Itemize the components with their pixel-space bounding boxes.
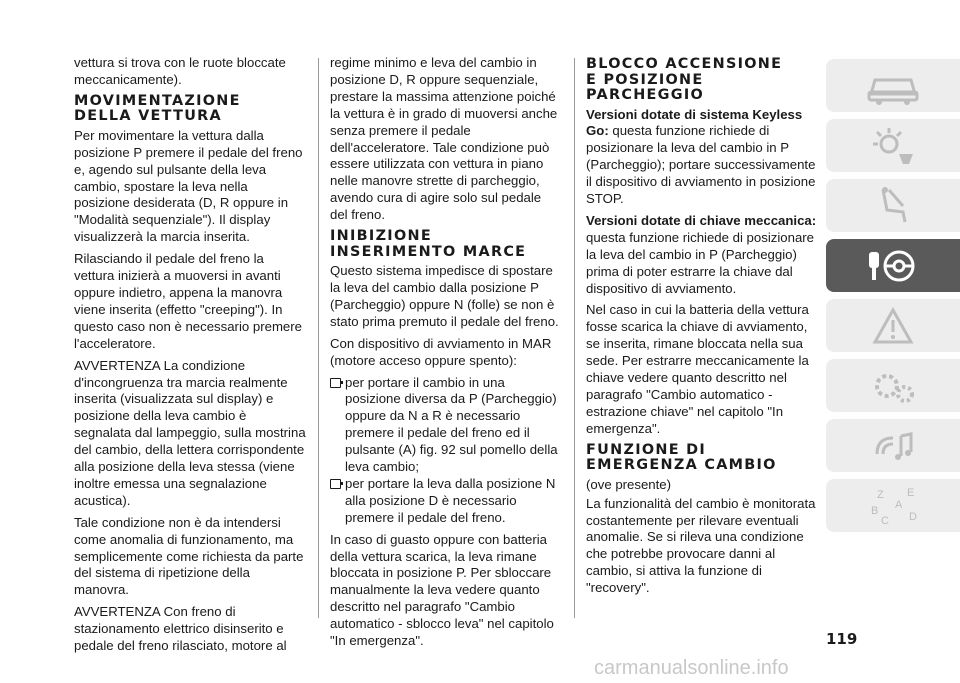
heading-blocco: BLOCCO ACCENSIONE E POSIZIONE PARCHEGGIO — [586, 56, 783, 103]
tab-index[interactable] — [826, 479, 960, 532]
warning-paragraph: AVVERTENZA Con freno di stazionamento elettrico disinserito e pedale del freno rilasciato, motore al — [74, 604, 287, 654]
index-letter: Z — [877, 488, 884, 501]
paragraph: Nel caso in cui la batteria della vettura fosse scarica la chiave di avviamento, se inserita, rimane bloccata nella sua sede. Per estrarre meccanicamente la chiave vedere quanto descritto nel paragrafo "Cambio automatico - estrazione chiave" nel capitolo "In emergenza". — [586, 302, 809, 436]
column-left — [74, 55, 306, 660]
paragraph: (ove presente) — [586, 476, 672, 492]
paragraph: Versioni dotate di sistema Keyless Go: questa funzione richiede di posizionare la leva del cambio in P (Parcheggio); portare successivamente il dispositivo di avviamento in posizione STOP. — [586, 106, 816, 207]
paragraph: Tale condizione non è da intendersi come anomalia di funzionamento, ma semplicemente come richiesta da parte del sistema di ripetizione della manovra. — [74, 514, 304, 598]
multimedia-icon — [863, 424, 923, 468]
maintenance-gears-icon — [863, 364, 923, 408]
tab-maintenance[interactable] — [826, 359, 960, 412]
tab-starting-driving[interactable] — [826, 239, 960, 292]
heading-inibizione: INIBIZIONE INSERIMENTO MARCE — [330, 228, 527, 260]
index-letter: C — [881, 514, 889, 527]
page-number: 119 — [826, 630, 858, 648]
warning-triangle-icon — [863, 304, 923, 348]
key-steering-wheel-icon — [863, 244, 923, 288]
column-middle — [330, 55, 562, 655]
tab-safety[interactable] — [826, 179, 960, 232]
column-right — [586, 55, 818, 602]
paragraph: Versioni dotate di chiave meccanica: questa funzione richiede di posizionare la leva del cambio in P (Parcheggio) prima di poter estrarre la chiave dal dispositivo di avviamento. — [586, 212, 817, 296]
index-abc-icon — [863, 484, 923, 528]
car-icon — [863, 64, 923, 108]
tab-dashboard[interactable] — [826, 119, 960, 172]
intro-paragraph: vettura si trova con le ruote bloccate meccanicamente). — [74, 55, 286, 87]
paragraph: regime minimo e leva del cambio in posizione D, R oppure sequenziale, prestare la massima attenzione poiché la vettura è in grado di muoversi anche senza premere il pedale dell'acceleratore. Tale condizione può essere utilizzata con vettura in piano nelle manovre strette di parcheggio, avendo cura di agire solo sul pedale del freno. — [330, 55, 558, 223]
index-letter: B — [871, 504, 879, 517]
watermark: carmanualsonline.info — [594, 657, 789, 679]
heading-movimentazione: MOVIMENTAZIONE DELLA VETTURA — [74, 92, 241, 125]
chapter-tabs — [826, 59, 960, 539]
warning-paragraph: AVVERTENZA La condizione d'incongruenza tra marcia realmente inserita (visualizzata sul display) e posizione della leva cambio è segnalata dal lampeggio, sulla mostrina del cambio, della lettera corrispondente alla posizione della leva stessa (viene inoltre emessa una segnalazione acustica). — [74, 357, 306, 508]
bullet-item: per portare la leva dalla posizione N alla posizione D è necessario premere il pedale del freno. — [330, 476, 562, 527]
tab-multimedia[interactable] — [826, 419, 960, 472]
index-letter: A — [895, 498, 903, 511]
paragraph: Con dispositivo di avviamento in MAR (motore acceso oppure spento): — [330, 335, 552, 368]
index-letter: E — [907, 486, 915, 499]
paragraph: Per movimentare la vettura dalla posizione P premere il pedale del freno e, agendo sul pulsante della leva cambio, spostare la leva nella posizione desiderata (D, R oppure in "Modalità sequenziale"). Il display visualizzerà la marcia inserita. — [74, 127, 303, 245]
index-letter: D — [909, 510, 917, 523]
paragraph: In caso di guasto oppure con batteria della vettura scarica, la leva rimane bloccata in posizione P. Per sbloccare manualmente la leva vedere quanto descritto nel paragrafo "Cambio automatico - sblocco leva" nel capitolo "In emergenza". — [330, 531, 554, 649]
paragraph: Questo sistema impedisce di spostare la leva del cambio dalla posizione P (Parcheggio) oppure N (folle) se non è stato prima premuto il pedale del freno. — [330, 263, 559, 329]
seat-safety-icon — [863, 184, 923, 228]
column-divider — [574, 58, 575, 618]
bullet-icon — [330, 378, 341, 388]
paragraph: La funzionalità del cambio è monitorata costantemente per rilevare eventuali anomalie. Se si rileva una condizione che potrebbe provocare danni al cambio, si attiva la funzione di "recovery". — [586, 495, 816, 596]
paragraph: Rilasciando il pedale del freno la vettura inizierà a muoversi in avanti oppure indietro, appena la manovra viene inserita (effetto "creeping"). In questo caso non è necessario premere l'acceleratore. — [74, 251, 302, 351]
column-divider — [318, 58, 319, 618]
bullet-item: per portare il cambio in una posizione diversa da P (Parcheggio) oppure da N a R è necessario premere il pedale del freno ed il pulsante (A) fig. 92 sul pomello della leva cambio; — [330, 375, 562, 476]
dashboard-lights-icon — [863, 124, 923, 168]
tab-car[interactable] — [826, 59, 960, 112]
tab-warning[interactable] — [826, 299, 960, 352]
heading-funzione: FUNZIONE DI EMERGENZA CAMBIO — [586, 441, 777, 474]
bullet-icon — [330, 479, 341, 489]
